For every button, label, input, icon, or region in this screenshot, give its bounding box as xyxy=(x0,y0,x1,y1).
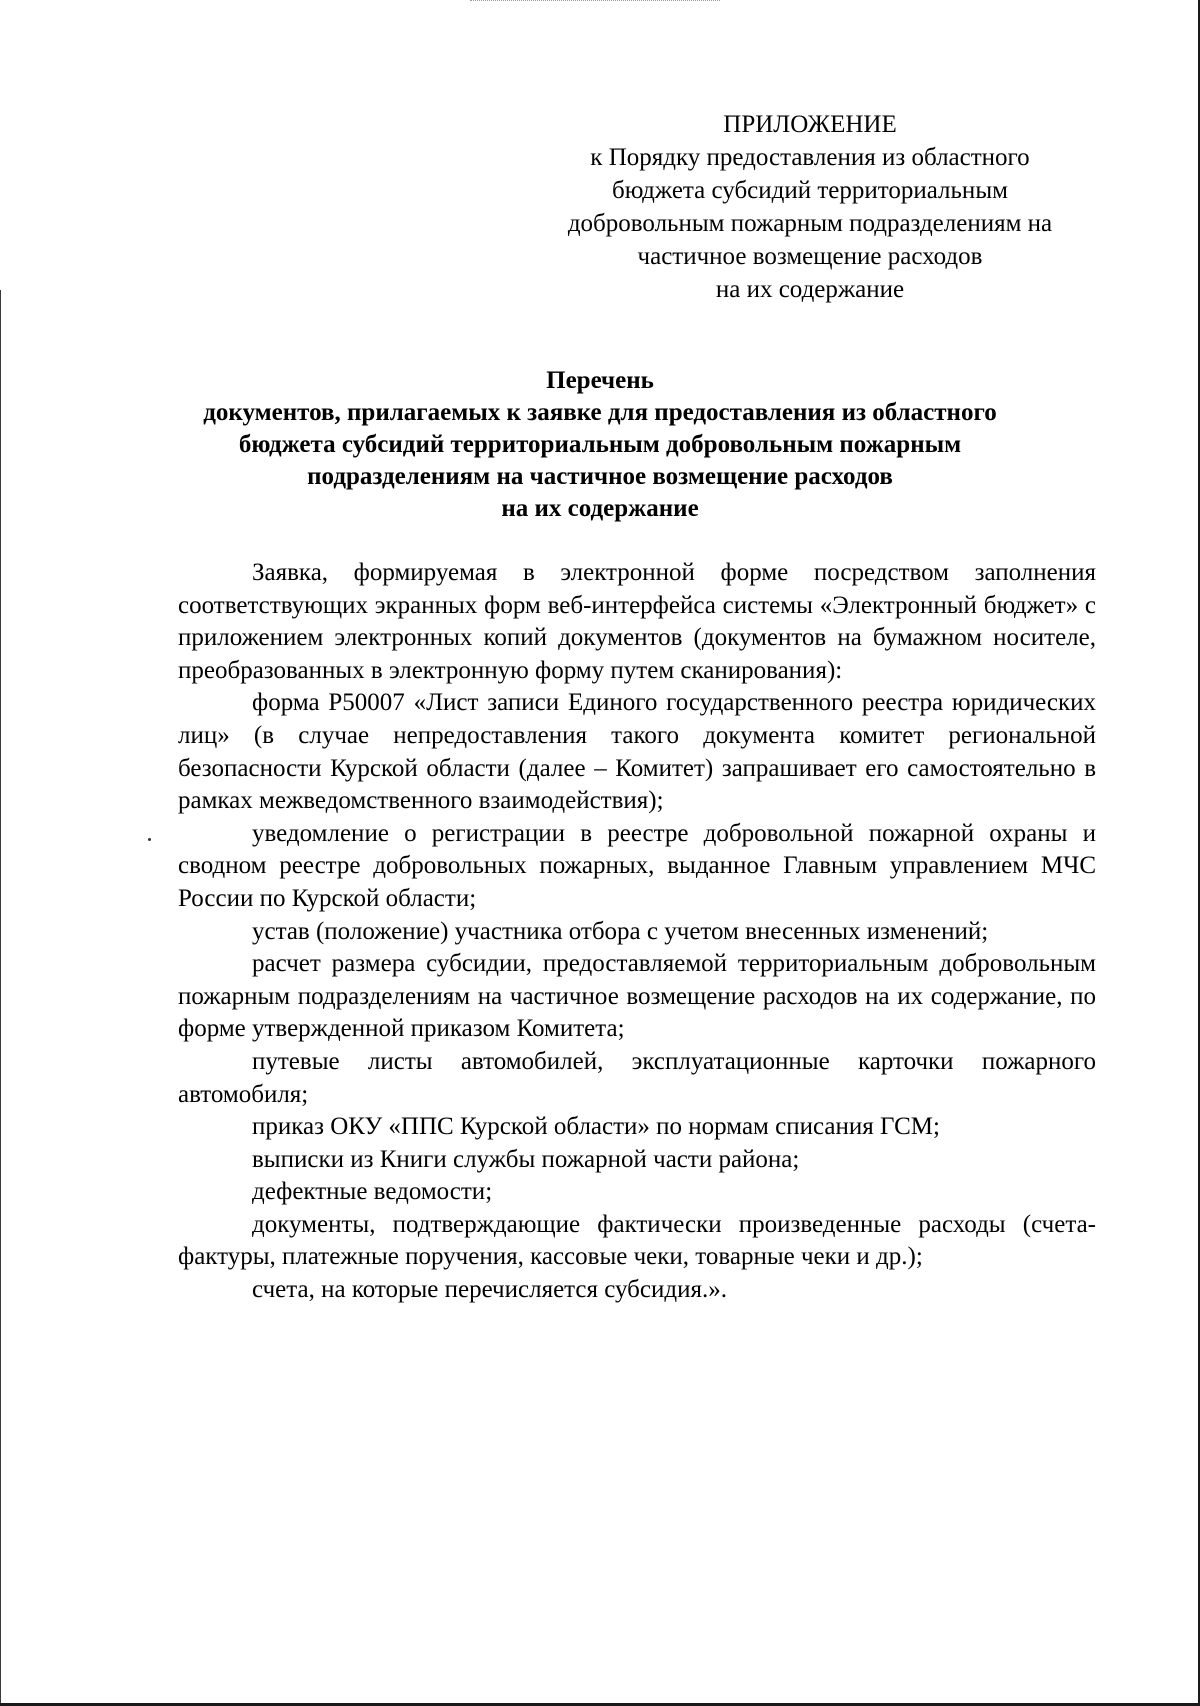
title-line: документов, прилагаемых к заявке для предоставления из областного xyxy=(203,399,997,426)
appendix-line: к Порядку предоставления из областного xyxy=(590,144,1030,171)
body-paragraph: документы, подтверждающие фактически произведенные расходы (счета-фактуры, платежные поручения, кассовые чеки, товарные чеки и др.); xyxy=(178,1210,1096,1271)
appendix-heading: ПРИЛОЖЕНИЕ xyxy=(723,111,897,138)
appendix-line: бюджета субсидий территориальным xyxy=(612,177,1008,204)
body-paragraph: выписки из Книги службы пожарной части района; xyxy=(252,1145,800,1173)
title-line: бюджета субсидий территориальным добровольным пожарным xyxy=(238,431,962,458)
body-paragraph: устав (положение) участника отбора с учетом внесенных изменений; xyxy=(252,917,989,945)
body-paragraph: дефектные ведомости; xyxy=(252,1178,493,1206)
appendix-line: на их содержание xyxy=(715,276,905,303)
body-paragraph: счета, на которые перечисляется субсидия.». xyxy=(252,1276,727,1304)
body-paragraph: Заявка, формируемая в электронной форме посредством заполнения соответствующих экранных форм веб-интерфейса системы «Электронный бюджет» с приложением электронных копий документов (документов на бумажном носителе, преобразованных в электронную форму путем сканирования): xyxy=(178,559,1096,684)
body-paragraph: уведомление о регистрации в реестре добровольной пожарной охраны и сводном реестре добровольных пожарных, выданное Главным управлением МЧС России по Курской области; xyxy=(178,819,1096,912)
title-line: Перечень xyxy=(546,367,654,394)
document-body xyxy=(178,557,1096,1307)
body-paragraph: форма Р50007 «Лист записи Единого государственного реестра юридических лиц» (в случае непредоставления такого документа комитет региональной безопасности Курской области (далее – Комитет) запрашивает его самостоятельно в рамках межведомственного взаимодействия); xyxy=(178,689,1096,815)
title-line: подразделениям на частичное возмещение расходов xyxy=(307,463,893,490)
scan-speck xyxy=(148,838,151,841)
scan-artifact xyxy=(470,0,720,3)
body-paragraph: расчет размера субсидии, предоставляемой территориальным добровольным пожарным подразделениям на частичное возмещение расходов на их содержание, по форме утвержденной приказом Комитета; xyxy=(178,950,1096,1043)
appendix-block xyxy=(520,108,1100,306)
appendix-line: частичное возмещение расходов xyxy=(637,243,983,270)
body-paragraph: приказ ОКУ «ППС Курской области» по нормам списания ГСМ; xyxy=(252,1113,940,1141)
body-paragraph: путевые листы автомобилей, эксплуатационные карточки пожарного автомобиля; xyxy=(178,1047,1096,1108)
page-edge-left xyxy=(0,290,1,1706)
title-line: на их содержание xyxy=(501,495,699,522)
appendix-line: добровольным пожарным подразделениям на xyxy=(567,210,1053,237)
document-title xyxy=(150,365,1050,525)
